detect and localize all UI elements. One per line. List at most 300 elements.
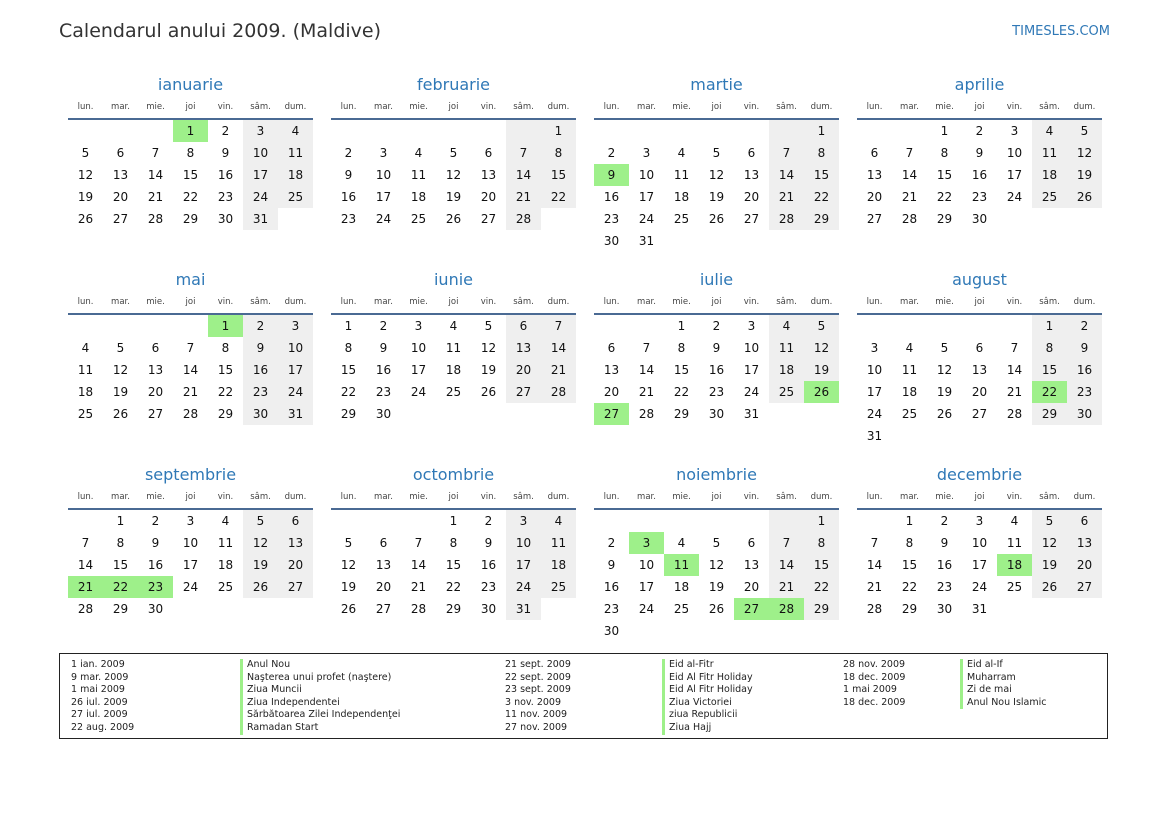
holiday-dates-column: [71, 659, 134, 735]
day-cell: 23: [708, 385, 725, 399]
month-septembrie: [68, 464, 313, 659]
holiday-name: Anul Nou Islamic: [960, 697, 1047, 710]
empty-cell: [331, 510, 366, 532]
day-cell: 21: [68, 576, 103, 598]
empty-cell: [68, 315, 103, 337]
day-cell: 8: [344, 341, 353, 355]
month-iunie: [331, 269, 576, 464]
empty-cell: [243, 598, 278, 620]
day-cell: 25: [541, 576, 576, 598]
holiday-name: Zi de mai: [960, 684, 1047, 697]
holiday-date: 18 dec. 2009: [843, 671, 906, 683]
day-cell: 17: [743, 363, 760, 377]
weekday-label: sâm.: [513, 492, 534, 502]
holiday-dates-column: [843, 659, 905, 709]
weekday-label: lun.: [77, 492, 94, 502]
day-cell: 10: [182, 536, 199, 550]
days-grid: [68, 315, 313, 425]
day-cell: 3: [186, 514, 195, 528]
empty-cell: [857, 510, 892, 532]
weekday-label: sâm.: [250, 297, 271, 307]
holiday-date: 9 mar. 2009: [71, 671, 129, 683]
empty-cell: [804, 230, 839, 252]
day-cell: 12: [77, 168, 94, 182]
day-cell: 28: [769, 598, 804, 620]
day-cell: 1: [804, 120, 839, 142]
days-grid: [331, 120, 576, 230]
empty-cell: [594, 315, 629, 337]
weekday-label: mie.: [146, 297, 165, 307]
day-cell: 12: [1067, 142, 1102, 164]
day-cell: 14: [506, 164, 541, 186]
day-cell: 30: [375, 407, 392, 421]
empty-cell: [769, 403, 804, 425]
weekday-label: dum.: [1073, 297, 1096, 307]
weekday-label: joi: [448, 297, 459, 307]
weekday-label: mar.: [900, 492, 919, 502]
day-cell: 2: [1067, 315, 1102, 337]
day-cell: 20: [743, 580, 760, 594]
day-cell: 27: [594, 403, 629, 425]
month-februarie: [331, 74, 576, 269]
day-cell: 19: [936, 385, 953, 399]
holiday-date: 11 nov. 2009: [505, 709, 568, 721]
empty-cell: [734, 120, 769, 142]
day-cell: 7: [414, 536, 423, 550]
month-iulie: [594, 269, 839, 464]
day-cell: 13: [971, 363, 988, 377]
month-noiembrie: [594, 464, 839, 659]
day-cell: 20: [112, 190, 129, 204]
day-cell: 9: [594, 164, 629, 186]
day-cell: 20: [1067, 554, 1102, 576]
holiday-date: 26 iul. 2009: [71, 696, 128, 708]
empty-cell: [804, 403, 839, 425]
day-cell: 7: [905, 146, 914, 160]
day-cell: 1: [344, 319, 353, 333]
day-cell: 11: [77, 363, 94, 377]
empty-cell: [541, 208, 576, 230]
weekday-label: mie.: [672, 492, 691, 502]
day-cell: 14: [541, 337, 576, 359]
day-cell: 9: [151, 536, 160, 550]
weekday-header: [68, 96, 313, 120]
day-cell: 2: [975, 124, 984, 138]
weekday-label: joi: [448, 492, 459, 502]
empty-cell: [278, 208, 313, 230]
day-cell: 17: [182, 558, 199, 572]
day-cell: 15: [182, 168, 199, 182]
weekday-header: [594, 96, 839, 120]
day-cell: 28: [769, 208, 804, 230]
day-cell: 2: [151, 514, 160, 528]
day-cell: 27: [1067, 576, 1102, 598]
day-cell: 7: [870, 536, 879, 550]
empty-cell: [629, 620, 664, 642]
day-cell: 18: [217, 558, 234, 572]
day-cell: 19: [480, 363, 497, 377]
empty-cell: [997, 598, 1032, 620]
day-cell: 10: [971, 536, 988, 550]
weekday-label: lun.: [77, 102, 94, 112]
days-grid: [331, 510, 576, 620]
holiday-date: 22 sept. 2009: [505, 671, 571, 683]
day-cell: 29: [804, 598, 839, 620]
weekday-label: mar.: [637, 297, 656, 307]
holiday-name: Eid Al Fitr Holiday: [662, 672, 753, 685]
day-cell: 23: [217, 190, 234, 204]
weekday-label: mie.: [409, 492, 428, 502]
weekday-label: joi: [711, 297, 722, 307]
day-cell: 3: [379, 146, 388, 160]
day-cell: 10: [1006, 146, 1023, 160]
empty-cell: [962, 315, 997, 337]
empty-cell: [68, 120, 103, 142]
empty-cell: [594, 510, 629, 532]
weekday-header: [857, 291, 1102, 315]
day-cell: 30: [603, 624, 620, 638]
day-cell: 27: [971, 407, 988, 421]
day-cell: 8: [804, 142, 839, 164]
day-cell: 23: [971, 190, 988, 204]
day-cell: 4: [677, 536, 686, 550]
day-cell: 11: [541, 532, 576, 554]
day-cell: 27: [734, 598, 769, 620]
day-cell: 28: [866, 602, 883, 616]
empty-cell: [997, 425, 1032, 447]
day-cell: 29: [445, 602, 462, 616]
day-cell: 22: [103, 576, 138, 598]
day-cell: 2: [484, 514, 493, 528]
weekday-header: [594, 291, 839, 315]
empty-cell: [1067, 425, 1102, 447]
weekday-header: [857, 96, 1102, 120]
weekday-label: lun.: [866, 297, 883, 307]
day-cell: 11: [673, 168, 690, 182]
empty-cell: [138, 315, 173, 337]
day-cell: 8: [221, 341, 230, 355]
day-cell: 2: [607, 536, 616, 550]
empty-cell: [892, 120, 927, 142]
empty-cell: [699, 620, 734, 642]
weekday-label: dum.: [284, 297, 307, 307]
day-cell: 14: [901, 168, 918, 182]
day-cell: 13: [743, 558, 760, 572]
day-cell: 18: [445, 363, 462, 377]
weekday-header: [331, 96, 576, 120]
day-cell: 10: [743, 341, 760, 355]
weekday-label: dum.: [810, 492, 833, 502]
day-cell: 6: [870, 146, 879, 160]
day-cell: 29: [901, 602, 918, 616]
day-cell: 22: [804, 576, 839, 598]
day-cell: 29: [217, 407, 234, 421]
day-cell: 23: [1067, 381, 1102, 403]
page-title: Calendarul anului 2009. (Maldive): [59, 20, 382, 42]
day-cell: 2: [344, 146, 353, 160]
day-cell: 25: [217, 580, 234, 594]
day-cell: 5: [81, 146, 90, 160]
empty-cell: [769, 230, 804, 252]
weekday-label: vin.: [743, 102, 760, 112]
day-cell: 20: [971, 385, 988, 399]
day-cell: 15: [804, 164, 839, 186]
day-cell: 6: [747, 536, 756, 550]
day-cell: 4: [541, 510, 576, 532]
day-cell: 26: [243, 576, 278, 598]
day-cell: 24: [506, 576, 541, 598]
weekday-label: vin.: [743, 492, 760, 502]
day-cell: 3: [243, 120, 278, 142]
day-cell: 25: [445, 385, 462, 399]
day-cell: 19: [77, 190, 94, 204]
day-cell: 3: [975, 514, 984, 528]
day-cell: 12: [708, 558, 725, 572]
holiday-date: 1 mai 2009: [843, 684, 897, 696]
month-octombrie: [331, 464, 576, 659]
holiday-date: 3 nov. 2009: [505, 696, 561, 708]
holiday-date: 1 ian. 2009: [71, 659, 125, 670]
day-cell: 22: [1032, 381, 1067, 403]
day-cell: 22: [445, 580, 462, 594]
weekday-label: mar.: [111, 297, 130, 307]
month-title: iunie: [433, 270, 473, 289]
weekday-label: mar.: [900, 102, 919, 112]
weekday-header: [68, 486, 313, 510]
weekday-label: mie.: [409, 297, 428, 307]
day-cell: 13: [603, 363, 620, 377]
weekday-label: lun.: [603, 297, 620, 307]
day-cell: 10: [278, 337, 313, 359]
day-cell: 21: [1006, 385, 1023, 399]
empty-cell: [173, 315, 208, 337]
day-cell: 28: [410, 602, 427, 616]
day-cell: 5: [940, 341, 949, 355]
day-cell: 20: [603, 385, 620, 399]
weekday-label: sâm.: [776, 297, 797, 307]
day-cell: 26: [445, 212, 462, 226]
day-cell: 8: [116, 536, 125, 550]
day-cell: 10: [410, 341, 427, 355]
empty-cell: [401, 510, 436, 532]
day-cell: 12: [708, 168, 725, 182]
day-cell: 17: [278, 359, 313, 381]
day-cell: 27: [506, 381, 541, 403]
day-cell: 18: [673, 580, 690, 594]
day-cell: 23: [375, 385, 392, 399]
weekday-label: mie.: [672, 297, 691, 307]
day-cell: 28: [506, 208, 541, 230]
empty-cell: [506, 120, 541, 142]
day-cell: 30: [480, 602, 497, 616]
day-cell: 8: [1032, 337, 1067, 359]
holiday-date: 18 dec. 2009: [843, 696, 906, 708]
empty-cell: [541, 403, 576, 425]
weekday-label: mar.: [637, 102, 656, 112]
day-cell: 21: [638, 385, 655, 399]
day-cell: 25: [673, 602, 690, 616]
weekday-label: vin.: [217, 102, 234, 112]
day-cell: 24: [243, 186, 278, 208]
day-cell: 2: [243, 315, 278, 337]
weekday-label: lun.: [77, 297, 94, 307]
days-grid: [857, 510, 1102, 620]
weekday-label: sâm.: [776, 492, 797, 502]
day-cell: 7: [769, 142, 804, 164]
day-cell: 4: [905, 341, 914, 355]
day-cell: 1: [173, 120, 208, 142]
day-cell: 12: [112, 363, 129, 377]
day-cell: 31: [243, 208, 278, 230]
day-cell: 12: [1032, 532, 1067, 554]
day-cell: 22: [182, 190, 199, 204]
weekday-label: vin.: [217, 492, 234, 502]
day-cell: 17: [866, 385, 883, 399]
day-cell: 22: [340, 385, 357, 399]
day-cell: 12: [936, 363, 953, 377]
day-cell: 13: [866, 168, 883, 182]
weekday-label: dum.: [1073, 102, 1096, 112]
day-cell: 24: [1006, 190, 1023, 204]
holiday-name: Sărbătoarea Zilei Independenţei: [240, 709, 400, 722]
month-title: noiembrie: [676, 465, 757, 484]
day-cell: 28: [147, 212, 164, 226]
day-cell: 12: [480, 341, 497, 355]
weekday-label: joi: [711, 492, 722, 502]
weekday-label: lun.: [866, 492, 883, 502]
day-cell: 11: [217, 536, 234, 550]
day-cell: 2: [712, 319, 721, 333]
day-cell: 11: [1006, 536, 1023, 550]
day-cell: 25: [1006, 580, 1023, 594]
day-cell: 17: [506, 554, 541, 576]
day-cell: 10: [866, 363, 883, 377]
day-cell: 25: [769, 381, 804, 403]
day-cell: 3: [747, 319, 756, 333]
day-cell: 15: [445, 558, 462, 572]
day-cell: 2: [940, 514, 949, 528]
holiday-date: 27 nov. 2009: [505, 721, 568, 733]
day-cell: 30: [217, 212, 234, 226]
weekday-label: vin.: [1006, 297, 1023, 307]
month-title: martie: [690, 75, 743, 94]
day-cell: 27: [112, 212, 129, 226]
day-cell: 14: [638, 363, 655, 377]
empty-cell: [664, 120, 699, 142]
holiday-name: ziua Republicii: [662, 709, 753, 722]
day-cell: 10: [506, 532, 541, 554]
day-cell: 13: [278, 532, 313, 554]
day-cell: 18: [769, 359, 804, 381]
day-cell: 8: [449, 536, 458, 550]
weekday-header: [857, 486, 1102, 510]
day-cell: 8: [541, 142, 576, 164]
holiday-date: 28 nov. 2009: [843, 659, 906, 670]
weekday-label: vin.: [1006, 102, 1023, 112]
weekday-label: vin.: [1006, 492, 1023, 502]
day-cell: 18: [278, 164, 313, 186]
empty-cell: [436, 120, 471, 142]
day-cell: 20: [866, 190, 883, 204]
holiday-name: Eid al-If: [960, 659, 1047, 672]
day-cell: 4: [414, 146, 423, 160]
day-cell: 1: [905, 514, 914, 528]
day-cell: 19: [243, 554, 278, 576]
empty-cell: [1067, 598, 1102, 620]
day-cell: 15: [936, 168, 953, 182]
day-cell: 19: [445, 190, 462, 204]
empty-cell: [436, 403, 471, 425]
site-link[interactable]: TIMESLES.COM: [1012, 24, 1110, 39]
weekday-label: mar.: [374, 102, 393, 112]
day-cell: 27: [278, 576, 313, 598]
empty-cell: [278, 598, 313, 620]
days-grid: [331, 315, 576, 425]
day-cell: 21: [410, 580, 427, 594]
day-cell: 3: [506, 510, 541, 532]
day-cell: 10: [638, 168, 655, 182]
day-cell: 5: [712, 146, 721, 160]
day-cell: 14: [182, 363, 199, 377]
empty-cell: [401, 403, 436, 425]
day-cell: 24: [410, 385, 427, 399]
day-cell: 2: [379, 319, 388, 333]
day-cell: 16: [217, 168, 234, 182]
holiday-names-column: [240, 659, 400, 735]
day-cell: 1: [541, 120, 576, 142]
weekday-label: mar.: [900, 297, 919, 307]
day-cell: 11: [445, 341, 462, 355]
day-cell: 21: [506, 186, 541, 208]
day-cell: 28: [638, 407, 655, 421]
day-cell: 18: [901, 385, 918, 399]
day-cell: 3: [278, 315, 313, 337]
days-grid: [68, 510, 313, 620]
day-cell: 9: [712, 341, 721, 355]
month-title: aprilie: [954, 75, 1005, 94]
day-cell: 28: [901, 212, 918, 226]
weekday-label: dum.: [547, 102, 570, 112]
weekday-label: lun.: [340, 297, 357, 307]
month-mai: [68, 269, 313, 464]
day-cell: 22: [901, 580, 918, 594]
day-cell: 9: [379, 341, 388, 355]
day-cell: 9: [344, 168, 353, 182]
day-cell: 30: [147, 602, 164, 616]
day-cell: 24: [638, 212, 655, 226]
month-aprilie: [857, 74, 1102, 269]
day-cell: 26: [936, 407, 953, 421]
weekday-label: mar.: [111, 492, 130, 502]
day-cell: 26: [340, 602, 357, 616]
day-cell: 26: [1032, 576, 1067, 598]
weekday-label: mie.: [935, 297, 954, 307]
day-cell: 30: [708, 407, 725, 421]
day-cell: 4: [1010, 514, 1019, 528]
day-cell: 15: [340, 363, 357, 377]
day-cell: 28: [1006, 407, 1023, 421]
day-cell: 6: [506, 315, 541, 337]
day-cell: 16: [147, 558, 164, 572]
holiday-name: Ziua Muncii: [240, 684, 400, 697]
weekday-label: joi: [974, 102, 985, 112]
day-cell: 29: [936, 212, 953, 226]
holiday-date: 1 mai 2009: [71, 684, 125, 696]
empty-cell: [629, 120, 664, 142]
day-cell: 4: [1032, 120, 1067, 142]
holidays-legend: [59, 653, 1108, 739]
weekday-header: [594, 486, 839, 510]
